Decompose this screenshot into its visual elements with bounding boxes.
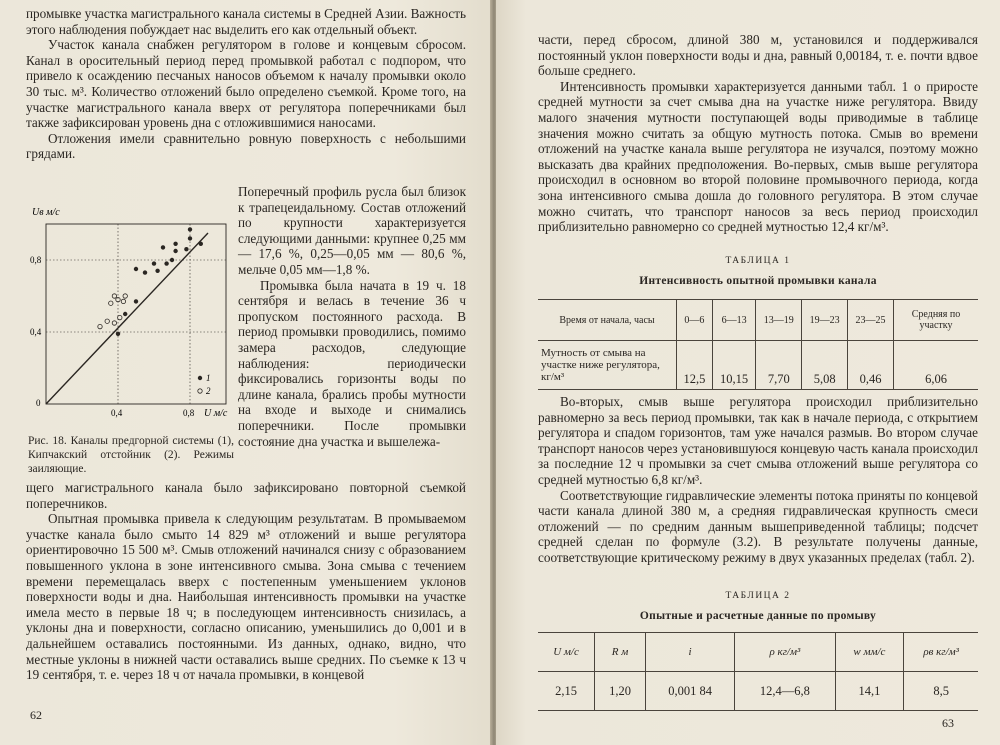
scatter-plot — [26, 204, 236, 434]
table-header-cell: 23—25 — [848, 300, 894, 341]
table-cell: 12,5 — [677, 341, 713, 390]
data-point-open — [98, 324, 102, 328]
y-tick-label: 0,4 — [30, 327, 42, 337]
table-header-cell: 19—23 — [802, 300, 848, 341]
table2-title: Опытные и расчетные данные по промыву — [639, 610, 877, 622]
table-row — [538, 672, 978, 711]
y-tick-label: 0,8 — [30, 255, 42, 265]
data-point-filled — [134, 299, 138, 303]
trend-line — [46, 233, 208, 404]
right-middle-text — [538, 394, 978, 566]
data-point-open — [112, 294, 116, 298]
paragraph: Опытная промывка привела к следующим результатам. В промываемом участке канала было смыто 14 829 м³ отложений и выше регулятора ориентировочно 15 500 м³. Смыв отложений начинался снизу с образованием повышенного уклона в зоне интенсивного смыва. Зона смыва с течением времени перемещалась вверх с постепенным уменьшением уклонов поверхности воды и дна. Наибольшая интенсивность промывки на участке имела место в первые 18 ч; в последующем интенсивность снизилась, а уклоны дна и поверхности, согласно описанию, уменьшились до 0,001 и в дальнейшем оставались постоянными. Из данных, однако, видно, что местные уклоны в нижней части оставались выше средних. По съемке к 13 ч 19 сентября, т. е. через 18 ч от начала промывки, в концевой — [26, 511, 466, 683]
table-cell: 7,70 — [756, 341, 802, 390]
table-header-cell: U м/с — [538, 633, 595, 672]
paragraph: части, перед сбросом, длиной 380 м, установился и поддерживался постоянный уклон поверхности воды и дна, равный 0,00184, т. е. почти вдвое больше среднего. — [538, 32, 978, 79]
table-cell: 14,1 — [835, 672, 904, 711]
left-column-text — [238, 184, 466, 449]
right-page — [496, 0, 1000, 745]
figure-caption: Рис. 18. Каналы предгорной системы (1), Кипчакский отстойник (2). Режимы заиляющие. — [28, 435, 234, 475]
table-header-row — [538, 300, 978, 341]
data-point-filled — [164, 261, 168, 265]
table-header-row — [538, 633, 978, 672]
legend-label: 1 — [206, 373, 211, 383]
paragraph: Промывка была начата в 19 ч. 18 сентября и велась в течение 36 ч пропуском постоянного расхода. В период промывки проводились, помимо замера расходов, следующие наблюдения: периодически фиксировались горизонты воды по длине канала, брались пробы мутности на входе и выходе и снимались поперечники. После промывки состояние дна участка и вышележа- — [238, 277, 466, 449]
data-point-filled — [173, 242, 177, 246]
x-tick-label: 0,4 — [111, 408, 123, 418]
data-point-open — [105, 319, 109, 323]
table-header-cell: w мм/с — [835, 633, 904, 672]
legend-open-marker — [198, 389, 202, 393]
table-row — [538, 341, 978, 390]
data-point-filled — [123, 312, 127, 316]
origin-label: 0 — [36, 398, 41, 408]
data-point-open — [109, 301, 113, 305]
scatter-figure — [26, 204, 236, 434]
legend-filled-marker — [198, 376, 202, 380]
table-cell: 6,06 — [894, 341, 979, 390]
data-point-filled — [161, 245, 165, 249]
data-point-filled — [199, 242, 203, 246]
data-point-filled — [184, 247, 188, 251]
paragraph: Соответствующие гидравлические элементы потока приняты по концевой части канала длиной 380 м, а средняя гидравлическая крупность смеси отложений — по средним данным вышеприведенной таблицы; подсчет средней сделан по формуле (3.2). В результате получены данные, соответствующие критическому режиму в двух указанных пределах (табл. 2). — [538, 487, 978, 565]
data-point-filled — [170, 258, 174, 262]
table-header-cell: Время от начала, часы — [538, 300, 677, 341]
data-point-filled — [143, 270, 147, 274]
table-cell: 5,08 — [802, 341, 848, 390]
table1-label: ТАБЛИЦА 1 — [725, 256, 791, 266]
table1-title: Интенсивность опытной промывки канала — [639, 275, 877, 287]
table-cell: 0,001 84 — [645, 672, 734, 711]
data-point-filled — [152, 261, 156, 265]
paragraph: промывке участка магистрального канала системы в Средней Азии. Важность этого наблюдения побуждает нас выделить его как отдельный объект. — [26, 6, 466, 37]
paragraph: Поперечный профиль русла был близок к трапецеидальному. Состав отложений по крупности характеризуется следующими данными: крупнее 0,25 мм — 17,6 %, 0,25—0,05 мм — 80,6 %, мельче 0,05 мм—1,8 %. — [238, 184, 466, 277]
table-cell: 8,5 — [904, 672, 978, 711]
paragraph: щего магистрального канала было зафиксировано повторной съемкой поперечников. — [26, 480, 466, 511]
legend-label: 2 — [206, 386, 211, 396]
table-header-cell: 0—6 — [677, 300, 713, 341]
y-axis-label: Uв м/с — [32, 207, 60, 218]
table-cell: 10,15 — [712, 341, 756, 390]
table2-label: ТАБЛИЦА 2 — [725, 591, 791, 601]
table-header-cell: 6—13 — [712, 300, 756, 341]
data-point-open — [118, 315, 122, 319]
data-point-open — [121, 299, 125, 303]
data-point-filled — [173, 249, 177, 253]
table1 — [538, 299, 978, 390]
data-point-filled — [134, 267, 138, 271]
paragraph: Отложения имели сравнительно ровную поверхность с небольшими грядами. — [26, 130, 466, 162]
data-point-open — [112, 321, 116, 325]
data-point-open — [123, 294, 127, 298]
table-header-cell: i — [645, 633, 734, 672]
table-header-cell: Средняя по участку — [894, 300, 979, 341]
x-tick-label: 0,8 — [183, 408, 195, 418]
left-bottom-text — [26, 480, 466, 683]
left-page — [0, 0, 492, 745]
paragraph: Интенсивность промывки характеризуется данными табл. 1 о приросте средней мутности за счет смыва дна на участке ниже регулятора. Ввиду малого значения мутности поступающей воды приводимые в таблице значения можно считать за общую мутность потока. Смыв во времени отложений на участке канала выше регулятора не изучался, поэтому можно высказать два крайних предположения. Во-первых, смыв выше регулятора происходил в основном во второй половине промывочного периода, когда зона интенсивного смыва дошла до головного регулятора. В этом случае можно считать, что транспорт наносов за весь период происходил приблизительно равномерно со средней мутностью 12,4 кг/м³. — [538, 78, 978, 235]
page-number: 62 — [30, 708, 42, 722]
table-header-cell: 13—19 — [756, 300, 802, 341]
x-axis-label: U м/с — [204, 408, 228, 419]
data-point-filled — [188, 227, 192, 231]
page-number: 63 — [942, 716, 954, 730]
table2 — [538, 632, 978, 711]
table-header-cell: R м — [595, 633, 646, 672]
table-cell: 0,46 — [848, 341, 894, 390]
table-row-label: Мутность от смыва на участке ниже регулятора, кг/м³ — [538, 341, 677, 390]
table-header-cell: ρв кг/м³ — [904, 633, 978, 672]
data-point-filled — [188, 236, 192, 240]
table-cell: 12,4—6,8 — [735, 672, 835, 711]
paragraph: Во-вторых, смыв выше регулятора происходил приблизительно равномерно за весь период промывки, так как в начале периода, с открытием регулятора и спадом горизонтов, там уже начался размыв. Во втором случае транспорт наносов через установившуюся концевую часть канала происходил за последние 12 ч промывки за счет смыва отложений выше регулятора со средней мутностью 6,8 кг/м³. — [538, 394, 978, 487]
table-cell: 1,20 — [595, 672, 646, 711]
data-point-filled — [155, 269, 159, 273]
left-top-text — [26, 6, 466, 162]
paragraph: Участок канала снабжен регулятором в голове и концевым сбросом. Канал в оросительный период перед промывкой работал с подпором, что привело к осаждению песчаных наносов объемом к началу промывки около 30 тыс. м³. Количество отложений было определено съемкой. Кроме того, на участке магистрального канала вверх от регулятора поперечниками был также зафиксирован уровень дна с отложившимися наносами. — [26, 37, 466, 131]
data-point-filled — [116, 332, 120, 336]
table-header-cell: ρ кг/м³ — [735, 633, 835, 672]
right-top-text — [538, 32, 978, 235]
table-cell: 2,15 — [538, 672, 595, 711]
